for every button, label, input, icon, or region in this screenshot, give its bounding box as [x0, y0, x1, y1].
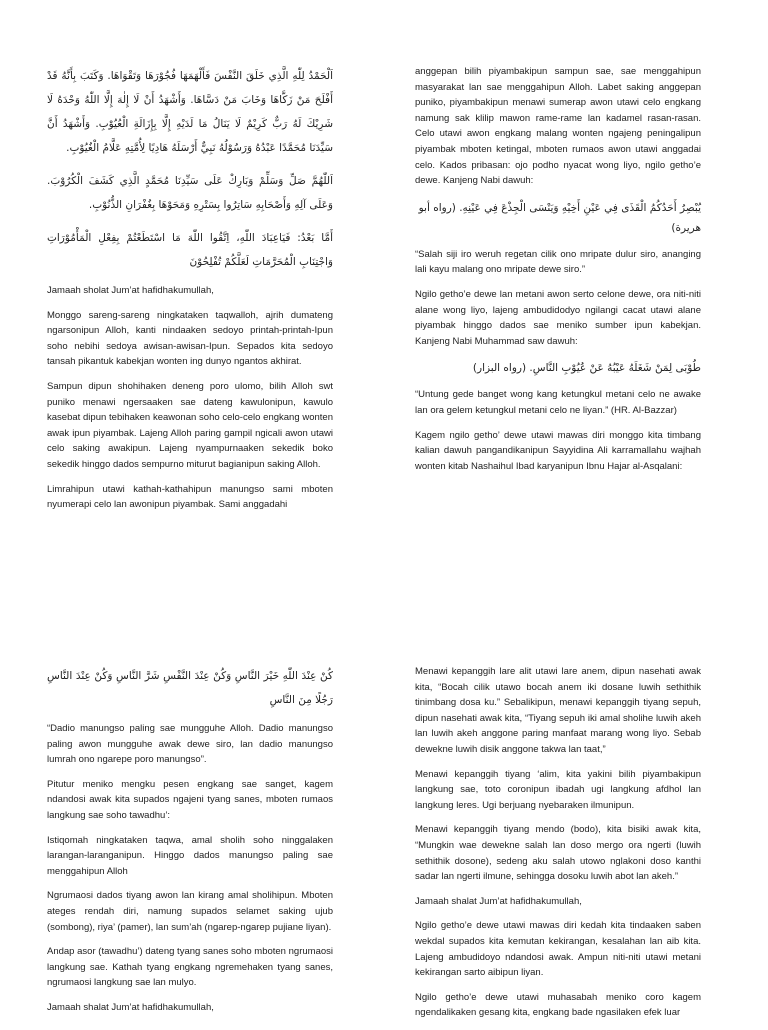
paragraph: Limrahipun utawi kathah-kathahipun manungso sami mboten nyumerapi celo lan awonipun piyambak. Sami anggadahi — [47, 483, 333, 511]
column-bottom-right — [415, 664, 701, 1030]
paragraph: Jamaah shalat Jum’at hafidhakumullah, — [415, 895, 582, 907]
paragraph: anggepan bilih piyambakipun sampun sae, sae menggahipun masyarakat lan sae menggahipun Alloh. Labet saking anggepan puniko, piyambakipun menawi sumerap awon utawi celo engkang namung sak klilip mawon rame-rame lan kadamel rasan-rasan. Celo utawi awon engkang malang wonten ngajeng peningalipun piyambak mboten ketingal, mboten rumaos awon utawi anggadai celo. Kados pribasan: ojo podho nyacat wong liyo, ngilo getho’e dewe. Kanjeng Nabi dawuh: — [415, 66, 701, 187]
paragraph: Sampun dipun shohihaken deneng poro ulomo, bilih Alloh swt puniko menawi ngersaaken sae dateng kawulonipun, kawulo kasebat dipun tebihaken keawonan soho celo-celo engkang wonten awak ipun piyambak. Lajeng Alloh paring gampil ngicali awon utawi celo saking awakipun. Lajeng nyampurnaaken sekedik boko sekedik hinggo dados sempurno miturut bagianipun saking Alloh. — [47, 380, 333, 470]
paragraph: Monggo sareng-sareng ningkataken taqwalloh, ajrih dumateng ngarsonipun Alloh, kanti nindaaken sedoyo printah-printah-Ipun soho nebihi sedoya awisan-awisan-Ipun. Sepados kita sedoyo tansah pikantuk kabekjan wonten ing dunyo ngantos akhirat. — [47, 309, 333, 368]
paragraph: “Salah siji iro weruh regetan cilik ono mripate dulur siro, ananging lali kayu malang ono mripate dewe siro.” — [415, 248, 701, 276]
arabic-hadith: يُبْصِرُ أَحَدُكُمُ الْقَذَى فِي عَيْنِ أَخِيْهِ وَيَنْسَى الْجِذْعَ فِي عَيْنِهِ. (رواه أبو هريرة) — [418, 201, 701, 234]
arabic-quote-ali: كُنْ عِنْدَ اللّٰهِ خَيْرَ النَّاسِ وَكُنْ عِنْدَ النَّفْسِ شَرَّ النَّاسِ وَكُنْ عِنْدَ النَّاسِ رَجُلًا مِنَ النَّاسِ — [47, 670, 333, 706]
paragraph: Ngrumaosi dados tiyang awon lan kirang amal sholihipun. Mboten ateges rendah diri, namung supados selamet saking ujub (sombong), riya’ (pamer), lan sum’ah (ngarep-ngarep pujiane liyan). — [47, 890, 333, 933]
paragraph: Jamaah shalat Jum’at hafidhakumullah, — [47, 1001, 214, 1013]
paragraph: Jamaah sholat Jum’at hafidhakumullah, — [47, 285, 214, 296]
column-top-right — [415, 64, 701, 483]
paragraph: Ngilo getho’e dewe utawi mawas diri kedah kita tindaaken saben wekdal supados kita kemutan kekirangan, kesalahan lan aib kita. Lajeng ambudidoyo ndandosi awak. Ampun niti-niti utawi metani kekirangan sarto aibipun liyan. — [415, 920, 701, 979]
column-top-left — [47, 64, 333, 522]
paragraph: Istiqomah ningkataken taqwa, amal sholih soho ninggalaken larangan-laranganipun. Hinggo dados manungso paling sae menggahipun Alloh — [47, 834, 333, 877]
arabic-hadith: طُوْبَى لِمَنْ شَغَلَهُ عَيْبُهُ عَنْ عُيُوْبِ النَّاسِ. (رواه البزار) — [472, 362, 701, 375]
paragraph: Menawi kepanggih tiyang mendo (bodo), kita bisiki awak kita, “Mungkin wae dewekne salah lan doso mergo ora ngerti (luwih sethithik dosone), sedeng aku salah utowo nglakoni doso kanthi sadar lan ngerti ilmune, sehingga dosoku luwih abot lan akeh.” — [415, 824, 701, 883]
paragraph: “Untung gede banget wong kang ketungkul metani celo ne awake lan ora gelem ketungkul metani celo ne liyan.” (HR. Al-Bazzar) — [415, 389, 701, 416]
paragraph: “Dadio manungso paling sae mungguhe Alloh. Dadio manungso paling awon mungguhe awak dewe siro, lan dadio manungso lumrah ono ngarepe poro manungso”. — [47, 723, 333, 766]
paragraph: Ngilo getho’e dewe utawi muhasabah meniko coro kagem ngendalikaken gesang kita, engkang bade ngasilaken efek luar — [415, 991, 701, 1019]
paragraph: Andap asor (tawadhu’) dateng tyang sanes soho mboten ngrumaosi langkung sae. Kathah tyang engkang ngremehaken tyang sanes, ngrumaosi langkung sae lan mulyo. — [47, 946, 333, 989]
paragraph: Kagem ngilo getho’ dewe utawi mawas diri monggo kita timbang kalian dawuh pangandikanipun Sayyidina Ali karramallahu wajhah wonten kitab Nashaihul Ibad karyanipun Ibnu Hajar al-Asqalani: — [415, 429, 701, 472]
column-bottom-left — [47, 664, 333, 1025]
paragraph: Menawi kepanggih tiyang ‘alim, kita yakini bilih piyambakipun langkung sae, toto coronipun ibadah ugi langkung afdhol lan langkung leres. Ugi berjuang nyebaraken ilmunipun. — [415, 768, 701, 811]
arabic-opening-praise: اَلْحَمْدُ لِلّٰهِ الَّذِي خَلَقَ النَّفْسَ فَأَلْهَمَهَا فُجُوْرَهَا وَتَقْوَاهَا. وَكَتَبَ بِأَنَّهُ قَدْ أَفْلَحَ مَنْ زَكَّاهَا وَخَابَ مَنْ دَسَّاهَا. وَأَشْهَدُ أَنْ لَا إِلٰهَ إِلَّا اللّٰهُ وَحْدَهُ لَا شَرِيْكَ لَهُ رَبٌّ كَرِيْمٌ لَا يَنَالُ مَا لَدَيْهِ إِلَّا بِإِزَالَةِ الْعُيُوْبِ. وَأَشْهَدُ أَنَّ سَيِّدَنَا مُحَمَّدًا عَبْدُهُ وَرَسُوْلُهُ نَبِيٌّ أَرْسَلَهُ هَادِيًا لِأُمَّتِهِ عَلَّامُ الْغُيُوْبِ. — [47, 70, 333, 154]
arabic-amma-badu: أَمَّا بَعْدُ: فَيَاعِبَادَ اللّٰهِ، اِتَّقُوا اللّٰهَ مَا اسْتَطَعْتُمْ بِفِعْلِ الْمَأْمُوْرَاتِ وَاجْتِنَابِ الْمُحَرَّمَاتِ لَعَلَّكُمْ تُفْلِحُوْنَ — [47, 232, 333, 268]
paragraph: Pitutur meniko mengku pesen engkang sae sanget, kagem ndandosi awak kita supados ngajeni tyang sanes, mboten rumaos langkung sae soho tawadhu’: — [47, 778, 333, 821]
paragraph: Ngilo getho’e dewe lan metani awon serto celone dewe, ora niti-niti alane wong liyo, lajeng ambudidodyo ngilangi cacat utawi alane piyambak hinggo dados sae meniko sumber ipun kabekjan. Kanjeng Nabi Muhammad saw dawuh: — [415, 288, 701, 347]
arabic-salawat: اَللّٰهُمَّ صَلِّ وَسَلِّمْ وَبَارِكْ عَلَى سَيِّدِنَا مُحَمَّدٍ الَّذِي كَشَفَ الْكُرُوْبَ. وَعَلَى آلِهِ وَأَصْحَابِهِ سَاتِرُوا بِسَتْرِهِ وَمَحَوْهَا بِغُفْرَانِ الذُّنُوْبِ. — [47, 175, 333, 211]
paragraph: Menawi kepanggih lare alit utawi lare anem, dipun nasehati awak kita, “Bocah cilik utawo bocah anem iki dosane luwih sethithik tinimbang dosa ku.” Sebalikipun, menawi kepanggih tiyang sepuh, dipun nasehati awak kita, “Tiyang sepuh iki amal sholihe luwih akeh lan luwih akeh anggone paring manfaat marang wong liyo. Sebab dewekne luwih disik anggone takwa lan taat,” — [415, 666, 701, 755]
